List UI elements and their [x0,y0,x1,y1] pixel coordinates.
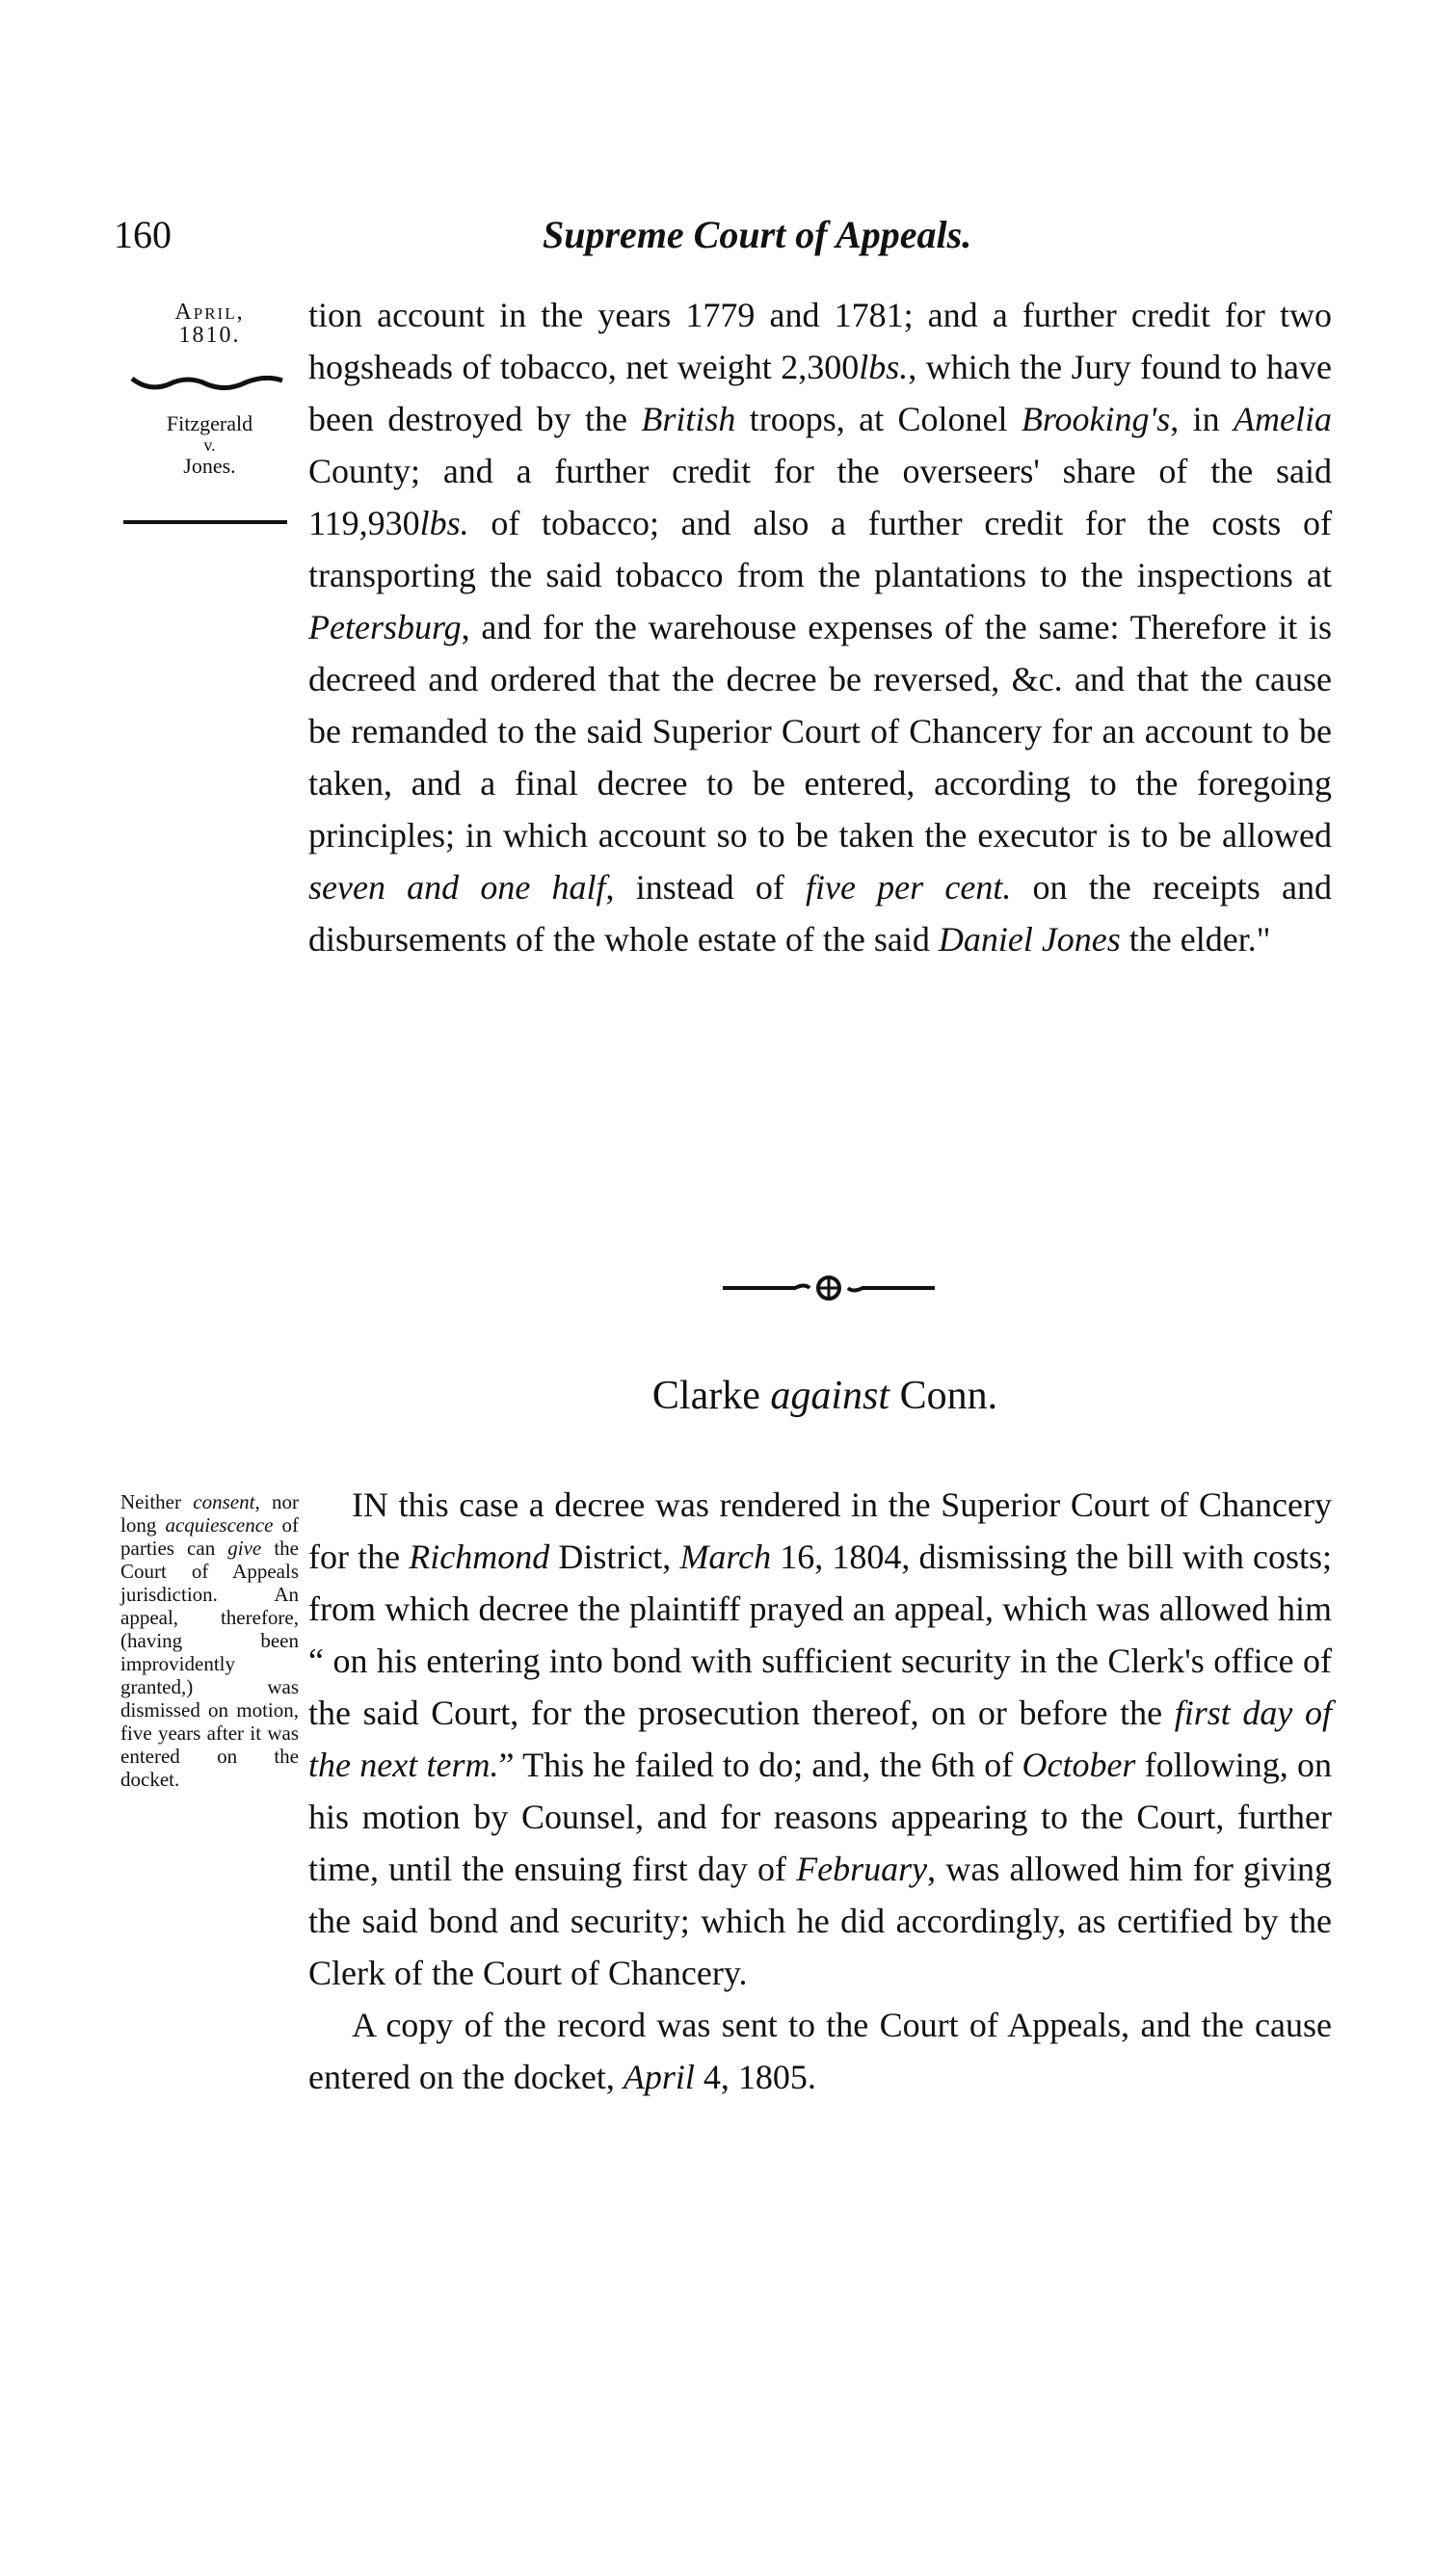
text-run: , was allowed him for giving the said bond and security; which he did accordingly, as certified by the Clerk of the Court of Chancery. [308,1850,1332,1992]
margin-date-month: April, [174,300,245,325]
text-run: on the receipts and disbursements of the whole estate of the said [308,868,1332,959]
case-defendant: Conn. [899,1374,998,1418]
text-run: IN this case a decree was rendered in the Superior Court of Chancery for the [308,1485,1332,1576]
text-run: of tobacco; and also a further credit for the costs of transporting the said tobacco from the plantations to the inspections at [308,504,1332,594]
text-run: following, on his motion by Counsel, and for reasons appearing to the Court, further time, until the ensuing first day of [308,1746,1332,1888]
text-run: A copy of the record was sent to the Court of Appeals, and the cause entered on the docket, [308,2006,1332,2096]
text-run-italic: lbs. [419,504,469,542]
text-run: the elder." [1120,920,1271,959]
continued-decree-text [308,289,1332,965]
page-number: 160 [114,213,172,256]
case-paragraph-1 [308,1479,1332,1999]
section-divider-ornament-icon [718,1274,940,1302]
margin-case-line1: Fitzgerald [166,411,253,435]
text-run: , in [1170,400,1234,438]
text-run: 16, 1804, dismissing the bill with costs; from which decree the plaintiff prayed an appeal, which was allowed him “ on his entering into bond with sufficient security in the Clerk's office of the said Court, for the prosecution thereof, on or before the [308,1538,1333,1732]
text-run: , nor long [120,1490,299,1537]
text-run: troops, at Colonel [735,400,1022,438]
page-header [114,212,1338,270]
text-run-italic: March [679,1538,772,1576]
case-body [308,1479,1332,2103]
text-run-italic: British [641,400,736,438]
text-run-italic: give [227,1537,262,1560]
text-run-italic: Brooking's [1021,400,1171,438]
text-run-italic: first day of the next term. [308,1694,1332,1784]
text-run-italic: October [1022,1746,1136,1784]
margin-case-line2: v. [203,435,216,455]
margin-case-name [125,409,294,481]
case-plaintiff: Clarke [651,1374,760,1418]
text-run: County; and a further credit for the overseers' share of the said 119,930 [308,452,1332,542]
text-run-italic: April [623,2058,695,2096]
text-run-italic: seven and one half [308,868,606,907]
text-run: 4, 1805. [694,2058,816,2096]
text-run: District, [549,1538,680,1576]
margin-date-year: 1810. [178,323,241,348]
text-run-italic: five per cent. [806,868,1012,907]
case-title [0,1373,1433,1419]
text-run-italic: Richmond [409,1538,550,1576]
text-run: Neither [120,1490,194,1513]
text-run: , and for the warehouse expenses of the same: Therefore it is decreed and ordered that the decree be reversed, &c. and that the cause be remanded to the said Superior Court of Chancery for an account to be taken, and a final decree to be entered, according to the foregoing principles; in which account so to be taken the executor is to be allowed [308,608,1332,854]
text-run-italic: Petersburg [308,608,462,646]
headnote-margin [120,1490,299,1791]
margin-date [125,301,294,347]
text-run: the Court of Appeals jurisdiction. An appeal, therefore, (having been improvidently granted,) was dismissed on motion, five years after it was entered on the docket. [120,1537,299,1791]
text-run: , instead of [605,868,807,907]
decree-paragraph [308,289,1332,965]
running-head: Supreme Court of Appeals. [543,213,972,256]
text-run-italic: acquiescence [165,1513,274,1537]
case-paragraph-2 [308,1999,1332,2103]
squiggle-ornament-icon [130,371,284,394]
text-run-italic: Daniel Jones [938,920,1121,959]
margin-case-line3: Jones. [183,454,236,478]
text-run: , which the Jury found to have been destroyed by the [308,348,1332,438]
text-run-italic: consent [193,1490,255,1513]
margin-rule [123,520,287,524]
text-run: tion account in the years 1779 and 1781; and a further credit for two hogsheads of tobacco, net weight 2,300 [308,296,1332,386]
text-run-italic: lbs. [859,348,909,386]
case-against: against [770,1374,890,1418]
text-run: ” This he failed to do; and, the 6th of [498,1746,1022,1784]
text-run-italic: Amelia [1233,400,1332,438]
text-run-italic: February [796,1850,928,1888]
text-run: of parties can [120,1513,299,1560]
